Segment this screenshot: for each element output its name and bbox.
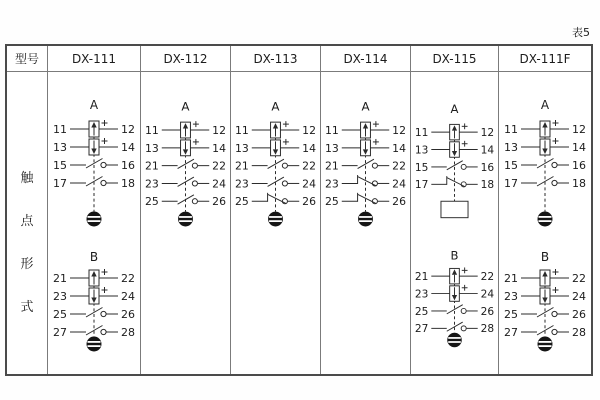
svg-text:12: 12 xyxy=(392,124,407,137)
table-body-row xyxy=(7,72,591,374)
svg-text:17: 17 xyxy=(53,177,67,190)
svg-text:24: 24 xyxy=(212,177,227,191)
svg-text:22: 22 xyxy=(302,159,317,173)
table-caption: 表5 xyxy=(572,26,590,39)
svg-text:12: 12 xyxy=(212,124,227,137)
svg-text:14: 14 xyxy=(392,141,407,155)
svg-text:26: 26 xyxy=(572,308,586,321)
contact-diagram-dx-114 xyxy=(321,72,410,374)
svg-text:14: 14 xyxy=(572,141,586,154)
svg-text:18: 18 xyxy=(121,177,135,190)
svg-text:12: 12 xyxy=(572,123,586,136)
row-label-contact-form xyxy=(7,72,47,374)
svg-text:13: 13 xyxy=(324,141,339,155)
svg-text:21: 21 xyxy=(144,159,159,173)
svg-text:A: A xyxy=(540,98,550,112)
svg-text:13: 13 xyxy=(53,141,67,154)
svg-text:21: 21 xyxy=(414,270,429,284)
svg-text:16: 16 xyxy=(121,159,135,172)
svg-text:22: 22 xyxy=(572,272,586,285)
svg-text:14: 14 xyxy=(212,141,227,155)
svg-text:25: 25 xyxy=(504,308,518,321)
svg-text:24: 24 xyxy=(480,287,495,301)
svg-text:14: 14 xyxy=(480,143,495,157)
contact-diagram-dx-113 xyxy=(231,72,320,374)
row-label-char: 形 xyxy=(20,257,34,272)
svg-text:17: 17 xyxy=(414,178,429,192)
svg-text:B: B xyxy=(89,250,99,264)
svg-text:27: 27 xyxy=(414,322,429,336)
svg-text:12: 12 xyxy=(121,123,135,136)
diagram-cell-dx-113 xyxy=(230,72,320,374)
svg-text:18: 18 xyxy=(572,177,586,190)
svg-text:27: 27 xyxy=(53,326,67,339)
svg-text:22: 22 xyxy=(392,159,407,173)
svg-text:14: 14 xyxy=(121,141,135,154)
svg-text:25: 25 xyxy=(53,308,67,321)
svg-text:27: 27 xyxy=(504,326,518,339)
model-header-label: 型号 xyxy=(7,46,47,72)
svg-text:14: 14 xyxy=(302,141,317,155)
svg-text:18: 18 xyxy=(480,178,495,192)
model-header-dx-111f: DX-111F xyxy=(498,46,591,72)
svg-text:11: 11 xyxy=(414,126,429,139)
svg-text:11: 11 xyxy=(504,123,518,136)
svg-text:16: 16 xyxy=(572,159,586,172)
svg-text:12: 12 xyxy=(480,126,495,139)
svg-text:24: 24 xyxy=(572,290,586,303)
svg-text:25: 25 xyxy=(324,195,339,209)
row-label-char: 点 xyxy=(20,214,34,229)
contact-diagram-dx-111 xyxy=(49,72,139,374)
svg-text:A: A xyxy=(181,99,190,114)
table-header-row xyxy=(7,46,591,72)
svg-text:22: 22 xyxy=(121,272,135,285)
diagram-cell-dx-114 xyxy=(320,72,410,374)
svg-text:13: 13 xyxy=(504,141,518,154)
diagram-cell-dx-111 xyxy=(47,72,140,374)
model-header-dx-111: DX-111 xyxy=(47,46,140,72)
svg-text:13: 13 xyxy=(144,141,159,155)
svg-text:A: A xyxy=(89,98,99,112)
svg-text:24: 24 xyxy=(121,290,135,303)
svg-text:25: 25 xyxy=(144,195,159,209)
model-header-dx-115: DX-115 xyxy=(410,46,498,72)
svg-text:21: 21 xyxy=(324,159,339,173)
svg-text:26: 26 xyxy=(392,195,407,209)
svg-text:25: 25 xyxy=(234,195,249,209)
svg-text:26: 26 xyxy=(480,304,495,318)
svg-text:21: 21 xyxy=(504,272,518,285)
svg-text:28: 28 xyxy=(572,326,586,339)
svg-text:21: 21 xyxy=(53,272,67,285)
svg-text:15: 15 xyxy=(53,159,67,172)
svg-text:11: 11 xyxy=(234,124,249,137)
svg-text:15: 15 xyxy=(414,160,429,174)
diagram-cell-dx-115 xyxy=(410,72,498,374)
svg-text:17: 17 xyxy=(504,177,518,190)
svg-text:B: B xyxy=(450,248,459,263)
svg-text:21: 21 xyxy=(234,159,249,173)
svg-text:11: 11 xyxy=(144,124,159,137)
svg-text:23: 23 xyxy=(504,290,518,303)
svg-text:13: 13 xyxy=(414,143,429,157)
model-header-dx-113: DX-113 xyxy=(230,46,320,72)
svg-text:15: 15 xyxy=(504,159,518,172)
svg-text:13: 13 xyxy=(234,141,249,155)
svg-text:11: 11 xyxy=(53,123,67,136)
svg-text:23: 23 xyxy=(53,290,67,303)
row-label-char: 式 xyxy=(20,300,34,315)
contact-form-table xyxy=(5,44,593,376)
svg-text:B: B xyxy=(540,250,550,264)
svg-text:A: A xyxy=(361,99,370,114)
svg-text:A: A xyxy=(450,101,459,116)
svg-text:24: 24 xyxy=(392,177,407,191)
diagram-cell-dx-112 xyxy=(140,72,230,374)
svg-text:23: 23 xyxy=(234,177,249,191)
svg-text:22: 22 xyxy=(212,159,227,173)
svg-text:23: 23 xyxy=(144,177,159,191)
diagram-cell-dx-111f xyxy=(498,72,591,374)
svg-text:23: 23 xyxy=(414,287,429,301)
svg-text:28: 28 xyxy=(121,326,135,339)
svg-text:12: 12 xyxy=(302,124,317,137)
svg-text:26: 26 xyxy=(212,195,227,209)
svg-text:16: 16 xyxy=(480,160,495,174)
svg-text:25: 25 xyxy=(414,304,429,318)
contact-diagram-dx-111f xyxy=(500,72,590,374)
model-header-dx-114: DX-114 xyxy=(320,46,410,72)
svg-text:28: 28 xyxy=(480,322,495,336)
svg-text:A: A xyxy=(271,99,280,114)
svg-text:24: 24 xyxy=(302,177,317,191)
svg-text:11: 11 xyxy=(324,124,339,137)
svg-text:26: 26 xyxy=(302,195,317,209)
svg-text:22: 22 xyxy=(480,270,495,284)
svg-text:26: 26 xyxy=(121,308,135,321)
svg-text:23: 23 xyxy=(324,177,339,191)
contact-diagram-dx-112 xyxy=(141,72,230,374)
row-label-char: 触 xyxy=(20,171,34,186)
contact-diagram-dx-115 xyxy=(411,72,498,374)
model-header-dx-112: DX-112 xyxy=(140,46,230,72)
